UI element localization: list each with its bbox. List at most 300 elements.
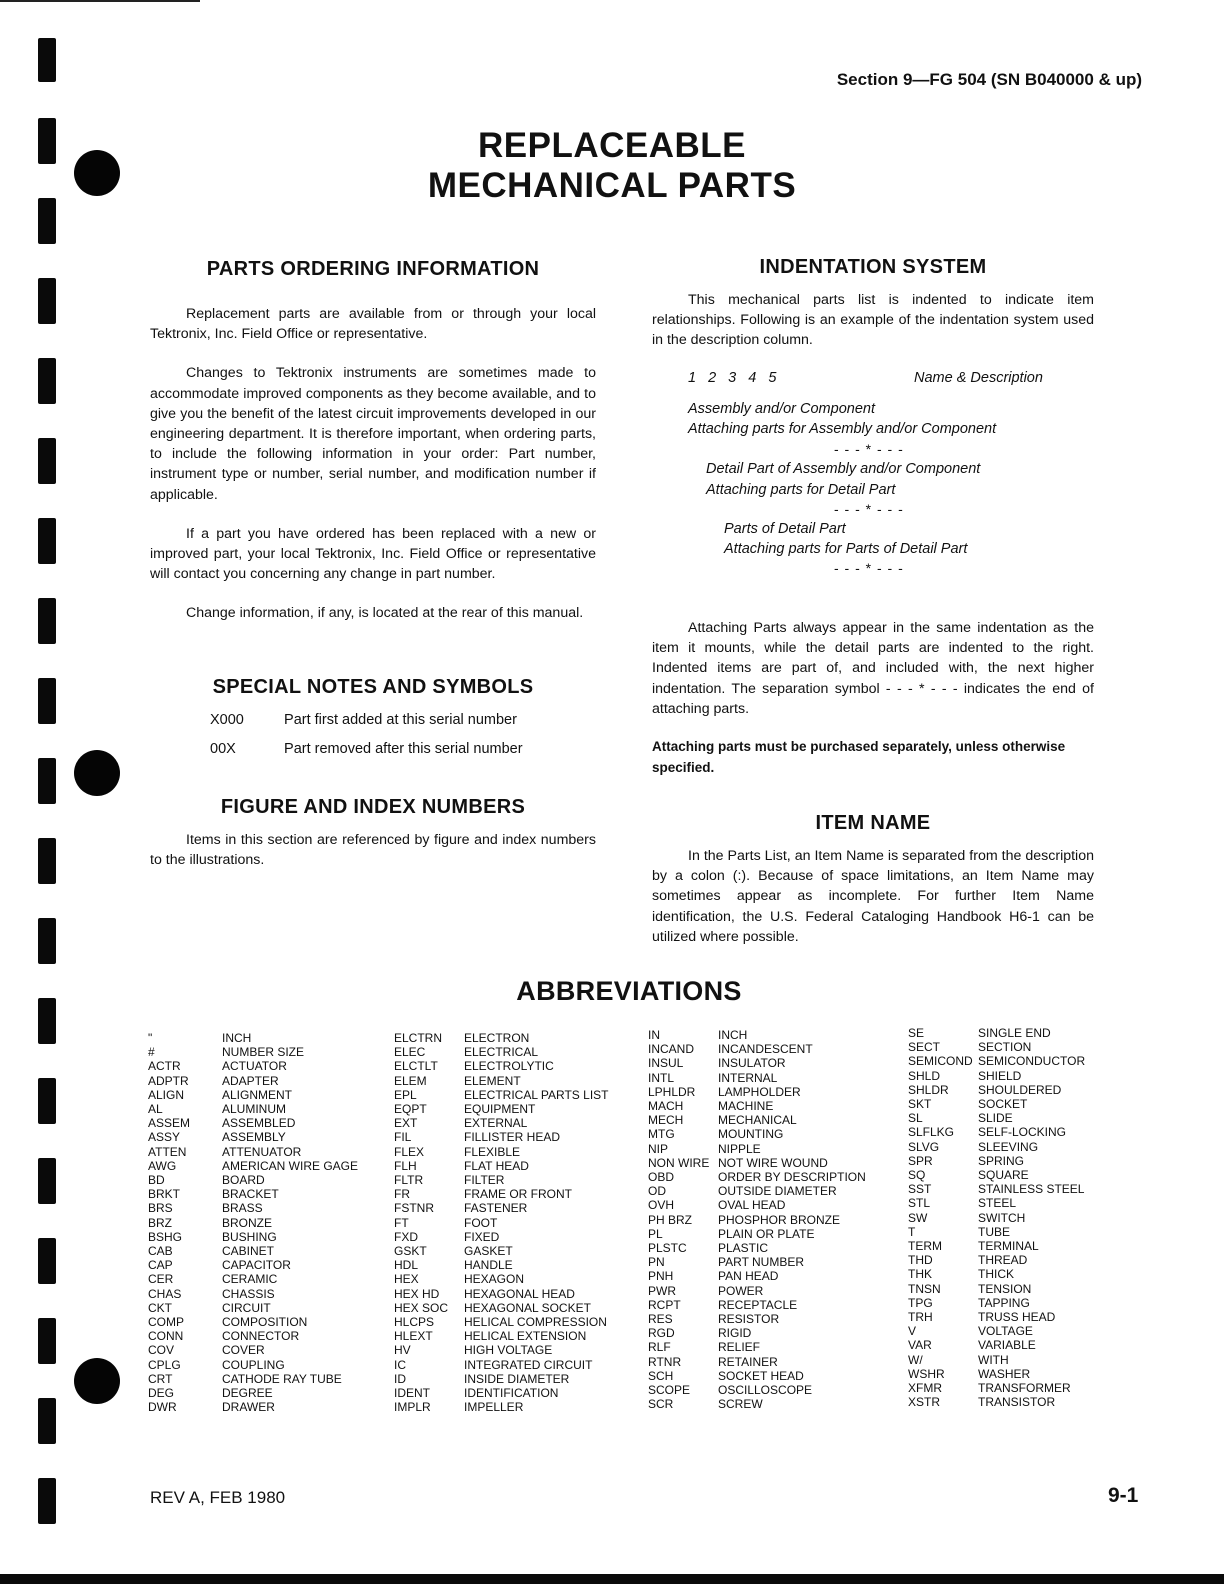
- abbreviation-code: COMP: [148, 1315, 184, 1330]
- abbreviation-meaning: ELECTRON: [464, 1031, 530, 1045]
- abbreviation-code: SHLDR: [908, 1082, 949, 1097]
- abbreviation-row: [648, 1198, 866, 1212]
- abbreviation-code: XFMR: [908, 1381, 942, 1396]
- title-line-1: REPLACEABLE: [477, 126, 747, 165]
- abbreviation-meaning: SOCKET: [978, 1097, 1028, 1112]
- abbreviation-row: [908, 1324, 1085, 1338]
- abbreviation-meaning: AMERICAN WIRE GAGE: [222, 1158, 359, 1173]
- abbreviation-row: [148, 1230, 358, 1244]
- abbreviation-row: [148, 1201, 358, 1215]
- abbreviation-meaning: HEXAGONAL SOCKET: [464, 1300, 591, 1315]
- abbreviation-row: [908, 1054, 1085, 1068]
- abbreviation-row: [148, 1159, 358, 1173]
- abbreviation-row: [908, 1211, 1085, 1225]
- abbreviation-code: ": [148, 1031, 153, 1045]
- abbreviation-meaning: HEXAGONAL HEAD: [464, 1286, 575, 1301]
- abbreviation-row: [394, 1187, 609, 1201]
- abbreviation-code: NIP: [648, 1141, 669, 1156]
- abbreviation-row: [648, 1340, 866, 1354]
- abbreviation-meaning: WITH: [978, 1352, 1009, 1367]
- abbreviation-code: WSHR: [908, 1366, 945, 1381]
- abbreviation-code: INSUL: [648, 1056, 684, 1071]
- abbreviation-meaning: DEGREE: [222, 1386, 273, 1401]
- abbreviation-meaning: HELICAL COMPRESSION: [464, 1315, 607, 1330]
- abbreviation-code: NON WIRE: [648, 1155, 710, 1170]
- abbreviation-code: OVH: [648, 1198, 675, 1213]
- figure-index-p1: Items in this section are referenced by figure and index numbers to the illustrations.: [150, 832, 596, 869]
- abbreviation-meaning: PLAIN OR PLATE: [718, 1226, 815, 1241]
- abbreviation-code: FSTNR: [394, 1201, 434, 1216]
- abbreviation-code: LPHLDR: [648, 1084, 696, 1099]
- indentation-heading: INDENTATION SYSTEM: [759, 256, 987, 278]
- abbreviation-row: [148, 1301, 358, 1315]
- abbreviation-code: CER: [148, 1272, 174, 1287]
- abbreviation-meaning: NUMBER SIZE: [222, 1045, 305, 1060]
- binder-mark: [38, 598, 56, 644]
- abbreviation-row: [648, 1170, 866, 1184]
- abbreviation-code: HEX HD: [394, 1286, 440, 1301]
- abbreviation-row: [908, 1395, 1085, 1409]
- abbreviation-code: SEMICOND: [908, 1054, 973, 1069]
- abbreviation-row: [908, 1225, 1085, 1239]
- abbreviation-meaning: RELIEF: [718, 1340, 761, 1355]
- abbreviation-code: IC: [394, 1357, 406, 1372]
- indent-separator: - - - * - - -: [834, 560, 904, 576]
- item-name-body: [652, 846, 1094, 966]
- abbreviation-meaning: ELECTRICAL PARTS LIST: [464, 1087, 609, 1102]
- abbreviation-row: [148, 1145, 358, 1159]
- abbreviation-code: SKT: [908, 1097, 932, 1112]
- abbreviation-meaning: INCANDESCENT: [718, 1042, 813, 1057]
- abbreviation-row: [394, 1059, 609, 1073]
- abbreviation-code: PNH: [648, 1269, 674, 1284]
- parts-ordering-p4: Change information, if any, is located at the rear of this manual.: [186, 605, 584, 622]
- abbreviation-row: [148, 1216, 358, 1230]
- item-name-section: [652, 812, 1094, 835]
- binder-mark: [38, 838, 56, 884]
- abbreviation-row: [148, 1315, 358, 1329]
- abbreviation-code: BRS: [148, 1201, 173, 1216]
- abbreviation-code: TPG: [908, 1295, 933, 1310]
- abbreviation-row: [648, 1227, 866, 1241]
- abbreviation-row: [394, 1173, 609, 1187]
- abbreviation-code: TNSN: [908, 1281, 941, 1296]
- abbreviation-meaning: VOLTAGE: [978, 1324, 1033, 1339]
- abbreviation-code: FLTR: [394, 1173, 424, 1188]
- abbreviation-row: [148, 1372, 358, 1386]
- abbreviation-row: [148, 1272, 358, 1286]
- symbol-meaning: Part first added at this serial number: [284, 712, 517, 728]
- abbreviation-code: PLSTC: [648, 1241, 687, 1256]
- abbreviation-meaning: STAINLESS STEEL: [978, 1182, 1085, 1197]
- abbreviation-code: CONN: [148, 1329, 184, 1344]
- abbreviation-row: [394, 1358, 609, 1372]
- abbreviation-row: [648, 1085, 866, 1099]
- abbreviation-code: OBD: [648, 1170, 675, 1185]
- abbreviation-code: FIL: [394, 1130, 412, 1145]
- abbreviation-code: ALIGN: [148, 1087, 185, 1102]
- abbreviations-column-1: [148, 1031, 358, 1414]
- indent-line-2: Attaching parts for Assembly and/or Component: [688, 421, 997, 437]
- abbreviation-row: [648, 1213, 866, 1227]
- abbreviation-code: CAP: [148, 1258, 173, 1273]
- abbreviation-meaning: ADAPTER: [222, 1073, 279, 1088]
- abbreviation-meaning: TRANSISTOR: [978, 1395, 1056, 1410]
- abbreviation-meaning: EQUIPMENT: [464, 1102, 536, 1117]
- abbreviation-row: [908, 1196, 1085, 1210]
- abbreviation-code: FXD: [394, 1229, 418, 1244]
- abbreviation-row: [394, 1244, 609, 1258]
- symbol-meaning: Part removed after this serial number: [284, 741, 523, 757]
- abbreviation-row: [394, 1031, 609, 1045]
- indent-name-description: Name & Description: [914, 370, 1043, 386]
- abbreviation-meaning: INTERNAL: [718, 1070, 778, 1085]
- abbreviation-meaning: ASSEMBLED: [222, 1116, 296, 1131]
- abbreviation-meaning: SLIDE: [978, 1111, 1013, 1126]
- abbreviation-row: [148, 1287, 358, 1301]
- binder-mark: [38, 1078, 56, 1124]
- indent-separator: - - - * - - -: [834, 501, 904, 517]
- binder-mark: [38, 358, 56, 404]
- abbreviation-meaning: FILLISTER HEAD: [464, 1130, 561, 1145]
- abbreviation-row: [908, 1097, 1085, 1111]
- abbreviation-row: [394, 1329, 609, 1343]
- punch-hole: [74, 1358, 120, 1404]
- abbreviation-row: [648, 1056, 866, 1070]
- abbreviation-code: EQPT: [394, 1102, 427, 1117]
- abbreviation-meaning: SCREW: [718, 1397, 763, 1412]
- page-title: [0, 126, 1224, 206]
- abbreviation-row: [148, 1045, 358, 1059]
- abbreviation-code: FR: [394, 1187, 410, 1202]
- binder-mark: [38, 1398, 56, 1444]
- abbreviation-meaning: PHOSPHOR BRONZE: [718, 1212, 841, 1227]
- abbreviation-meaning: PLASTIC: [718, 1241, 769, 1256]
- abbreviation-meaning: FIXED: [464, 1229, 500, 1244]
- abbreviation-meaning: TUBE: [978, 1224, 1011, 1239]
- abbreviation-code: ELEC: [394, 1045, 426, 1060]
- abbreviation-row: [648, 1383, 866, 1397]
- abbreviation-row: [648, 1284, 866, 1298]
- scan-top-line: [0, 0, 200, 2]
- abbreviation-code: T: [908, 1224, 916, 1239]
- abbreviation-row: [908, 1296, 1085, 1310]
- abbreviation-meaning: COUPLING: [222, 1357, 285, 1372]
- abbreviation-row: [908, 1353, 1085, 1367]
- abbreviation-meaning: CONNECTOR: [222, 1329, 300, 1344]
- abbreviation-meaning: CERAMIC: [222, 1272, 278, 1287]
- title-line-2: MECHANICAL PARTS: [427, 166, 797, 205]
- abbreviation-meaning: PART NUMBER: [718, 1255, 805, 1270]
- abbreviations-heading: ABBREVIATIONS: [516, 976, 742, 1006]
- abbreviation-code: SHLD: [908, 1068, 941, 1083]
- abbreviation-meaning: OUTSIDE DIAMETER: [718, 1184, 837, 1199]
- abbreviation-meaning: ELECTROLYTIC: [464, 1059, 554, 1074]
- abbreviation-meaning: BRACKET: [222, 1187, 279, 1202]
- abbreviation-meaning: BOARD: [222, 1173, 265, 1188]
- abbreviation-row: [394, 1301, 609, 1315]
- abbreviation-code: RGD: [648, 1326, 675, 1341]
- abbreviation-row: [148, 1130, 358, 1144]
- abbreviation-row: [908, 1381, 1085, 1395]
- abbreviation-row: [394, 1230, 609, 1244]
- abbreviation-code: HEX: [394, 1272, 419, 1287]
- parts-ordering-heading: PARTS ORDERING INFORMATION: [206, 258, 540, 280]
- abbreviation-row: [148, 1102, 358, 1116]
- abbreviation-code: SST: [908, 1182, 932, 1197]
- binder-mark: [38, 438, 56, 484]
- abbreviation-meaning: HEXAGON: [464, 1272, 525, 1287]
- abbreviation-row: [648, 1397, 866, 1411]
- abbreviation-row: [148, 1358, 358, 1372]
- abbreviation-code: THD: [908, 1253, 933, 1268]
- abbreviation-row: [908, 1026, 1085, 1040]
- abbreviation-meaning: RIGID: [718, 1326, 752, 1341]
- abbreviation-meaning: RESISTOR: [718, 1312, 780, 1327]
- abbreviation-meaning: ORDER BY DESCRIPTION: [718, 1170, 866, 1185]
- abbreviation-row: [908, 1111, 1085, 1125]
- abbreviation-meaning: IDENTIFICATION: [464, 1386, 559, 1401]
- abbreviation-row: [394, 1088, 609, 1102]
- abbreviation-meaning: INSIDE DIAMETER: [464, 1371, 570, 1386]
- abbreviation-meaning: HANDLE: [464, 1258, 513, 1273]
- abbreviation-row: [648, 1312, 866, 1326]
- abbreviations-column-2: [394, 1031, 609, 1414]
- figure-index-section: [150, 796, 596, 819]
- abbreviation-code: V: [908, 1324, 917, 1339]
- abbreviation-row: [394, 1272, 609, 1286]
- abbreviation-meaning: BRONZE: [222, 1215, 273, 1230]
- abbreviation-row: [648, 1269, 866, 1283]
- binder-mark: [38, 38, 56, 82]
- parts-ordering-p1: Replacement parts are available from or through your local Tektronix, Inc. Field Office or representative.: [150, 306, 596, 343]
- abbreviation-row: [908, 1282, 1085, 1296]
- abbreviation-meaning: HIGH VOLTAGE: [464, 1343, 553, 1358]
- abbreviation-meaning: FRAME OR FRONT: [464, 1187, 572, 1202]
- abbreviation-row: [148, 1187, 358, 1201]
- abbreviation-meaning: FILTER: [464, 1173, 505, 1188]
- abbreviation-meaning: POWER: [718, 1283, 764, 1298]
- abbreviation-row: [394, 1102, 609, 1116]
- special-notes-heading: SPECIAL NOTES AND SYMBOLS: [212, 676, 534, 698]
- abbreviation-code: SL: [908, 1111, 923, 1126]
- abbreviation-row: [908, 1267, 1085, 1281]
- abbreviation-code: BRKT: [148, 1187, 181, 1202]
- abbreviation-code: GSKT: [394, 1244, 427, 1259]
- abbreviation-meaning: INSULATOR: [718, 1056, 786, 1071]
- abbreviation-row: [148, 1343, 358, 1357]
- indentation-p2: Attaching Parts always appear in the same indentation as the item it mounts, while the detail parts are indented to the right. Indented items are part of, and included with, the next higher indentation. The separation symbol - - - * - - - indicates the end of attaching parts.: [652, 620, 1094, 717]
- abbreviation-row: [908, 1239, 1085, 1253]
- abbreviation-meaning: DRAWER: [222, 1400, 275, 1415]
- abbreviation-code: SCH: [648, 1368, 674, 1383]
- abbreviation-row: [394, 1400, 609, 1414]
- abbreviation-row: [148, 1386, 358, 1400]
- abbreviation-meaning: THREAD: [978, 1253, 1028, 1268]
- abbreviation-meaning: SEMICONDUCTOR: [978, 1054, 1086, 1069]
- abbreviation-meaning: TRANSFORMER: [978, 1381, 1071, 1396]
- abbreviation-row: [148, 1400, 358, 1414]
- abbreviation-row: [394, 1216, 609, 1230]
- abbreviation-code: HLCPS: [394, 1315, 435, 1330]
- abbreviation-row: [648, 1156, 866, 1170]
- abbreviation-meaning: ATTENUATOR: [222, 1144, 302, 1159]
- figure-index-heading: FIGURE AND INDEX NUMBERS: [220, 796, 526, 818]
- abbreviation-row: [394, 1159, 609, 1173]
- abbreviation-code: IMPLR: [394, 1400, 431, 1415]
- abbreviation-row: [908, 1253, 1085, 1267]
- abbreviation-meaning: MOUNTING: [718, 1127, 784, 1142]
- abbreviation-row: [908, 1154, 1085, 1168]
- abbreviation-code: RCPT: [648, 1297, 681, 1312]
- abbreviation-row: [648, 1255, 866, 1269]
- abbreviation-row: [148, 1173, 358, 1187]
- indentation-section: [652, 256, 1094, 279]
- abbreviation-code: ELCTRN: [394, 1031, 443, 1045]
- page-number: 9-1: [1108, 1484, 1139, 1507]
- abbreviation-row: [394, 1372, 609, 1386]
- abbreviation-meaning: BRASS: [222, 1201, 263, 1216]
- abbreviation-code: RTNR: [648, 1354, 682, 1369]
- abbreviation-code: ELCTLT: [394, 1059, 438, 1074]
- abbreviation-row: [148, 1329, 358, 1343]
- abbreviation-row: [394, 1258, 609, 1272]
- abbreviation-meaning: HELICAL EXTENSION: [464, 1329, 587, 1344]
- item-name-p1: In the Parts List, an Item Name is separated from the description by a colon (:). Because of space limitations, an Item Name may sometimes appear as incomplete. For further Item Name identification, the U.S. Federal Cataloging Handbook H6-1 can be utilized where possible.: [652, 848, 1094, 945]
- binder-mark: [38, 278, 56, 324]
- abbreviation-meaning: CABINET: [222, 1244, 275, 1259]
- abbreviation-code: ADPTR: [148, 1073, 189, 1088]
- abbreviation-meaning: STEEL: [978, 1196, 1017, 1211]
- abbreviation-meaning: ALIGNMENT: [222, 1087, 293, 1102]
- abbreviation-row: [394, 1386, 609, 1400]
- abbreviation-meaning: ACTUATOR: [222, 1059, 287, 1074]
- abbreviation-row: [394, 1045, 609, 1059]
- abbreviation-row: [394, 1130, 609, 1144]
- abbreviation-row: [908, 1182, 1085, 1196]
- abbreviation-meaning: NIPPLE: [718, 1141, 761, 1156]
- abbreviation-meaning: OVAL HEAD: [718, 1198, 786, 1213]
- parts-ordering-body: [150, 304, 596, 643]
- figure-index-body: [150, 830, 596, 889]
- abbreviation-row: [148, 1088, 358, 1102]
- abbreviation-meaning: VARIABLE: [978, 1338, 1036, 1353]
- abbreviation-code: SLFLKG: [908, 1125, 955, 1140]
- abbreviation-code: SE: [908, 1026, 925, 1040]
- abbreviation-code: FLEX: [394, 1144, 425, 1159]
- abbreviation-meaning: ASSEMBLY: [222, 1130, 286, 1145]
- abbreviation-code: RLF: [648, 1340, 671, 1355]
- abbreviation-code: SECT: [908, 1040, 941, 1055]
- symbol-code: X000: [210, 712, 244, 728]
- abbreviation-code: ASSY: [148, 1130, 181, 1145]
- abbreviation-meaning: IMPELLER: [464, 1400, 524, 1415]
- scan-bottom-bar: [0, 1574, 1224, 1584]
- parts-ordering-p2: Changes to Tektronix instruments are sometimes made to accommodate improved components as they become available, and to give you the benefit of the latest circuit improvements developed in our engineering department. It is therefore important, when ordering parts, to include the following information in your order: Part number, instrument type or number, serial number, and modification number if applicable.: [150, 365, 596, 503]
- abbreviation-code: ASSEM: [148, 1116, 191, 1131]
- indentation-intro: [652, 290, 1094, 370]
- abbreviation-code: XSTR: [908, 1395, 941, 1410]
- abbreviation-meaning: COVER: [222, 1343, 265, 1358]
- abbreviation-code: W/: [908, 1352, 923, 1367]
- abbreviation-meaning: FOOT: [464, 1215, 498, 1230]
- abbreviation-row: [148, 1059, 358, 1073]
- abbreviation-code: HLEXT: [394, 1329, 433, 1344]
- abbreviation-meaning: ALUMINUM: [222, 1102, 287, 1117]
- abbreviation-meaning: LAMPHOLDER: [718, 1084, 801, 1099]
- abbreviations-column-3: [648, 1028, 866, 1411]
- indent-line-1: Assembly and/or Component: [688, 401, 875, 417]
- abbreviation-row: [148, 1116, 358, 1130]
- abbreviation-code: SCOPE: [648, 1383, 691, 1398]
- abbreviation-meaning: FLAT HEAD: [464, 1158, 529, 1173]
- symbol-code: 00X: [210, 741, 236, 757]
- abbreviation-meaning: TRUSS HEAD: [978, 1310, 1056, 1325]
- abbreviation-meaning: CAPACITOR: [222, 1258, 291, 1273]
- abbreviation-meaning: INCH: [222, 1031, 252, 1045]
- abbreviation-code: SLVG: [908, 1139, 940, 1154]
- abbreviation-row: [908, 1338, 1085, 1352]
- abbreviation-meaning: TERMINAL: [978, 1239, 1039, 1254]
- abbreviation-meaning: WASHER: [978, 1366, 1031, 1381]
- abbreviation-code: CRT: [148, 1371, 173, 1386]
- abbreviation-code: ATTEN: [148, 1144, 187, 1159]
- abbreviation-row: [908, 1140, 1085, 1154]
- abbreviation-meaning: SHOULDERED: [978, 1082, 1062, 1097]
- abbreviation-code: PL: [648, 1226, 663, 1241]
- binder-mark: [38, 1238, 56, 1284]
- abbreviation-code: DEG: [148, 1386, 175, 1401]
- abbreviation-code: PWR: [648, 1283, 676, 1298]
- abbreviation-row: [648, 1071, 866, 1085]
- binder-mark: [38, 1318, 56, 1364]
- abbreviation-code: SCR: [648, 1397, 674, 1412]
- abbreviation-meaning: SLEEVING: [978, 1139, 1039, 1154]
- abbreviation-meaning: PAN HEAD: [718, 1269, 779, 1284]
- abbreviation-code: IDENT: [394, 1386, 430, 1401]
- abbreviation-code: BRZ: [148, 1215, 172, 1230]
- abbreviation-code: ID: [394, 1371, 406, 1386]
- attaching-parts-note: Attaching parts must be purchased separately, unless otherwise specified.: [652, 739, 1066, 775]
- abbreviation-code: CPLG: [148, 1357, 181, 1372]
- abbreviation-meaning: CHASSIS: [222, 1286, 275, 1301]
- abbreviation-meaning: SWITCH: [978, 1210, 1026, 1225]
- indent-levels: 1 2 3 4 5: [688, 370, 781, 386]
- abbreviation-code: PN: [648, 1255, 665, 1270]
- abbreviation-meaning: SPRING: [978, 1153, 1025, 1168]
- indent-separator: - - - * - - -: [834, 441, 904, 457]
- item-name-heading: ITEM NAME: [815, 812, 931, 834]
- abbreviation-row: [648, 1127, 866, 1141]
- binder-mark: [38, 918, 56, 964]
- abbreviation-meaning: ELECTRICAL: [464, 1045, 539, 1060]
- abbreviation-code: TRH: [908, 1310, 933, 1325]
- special-notes-section: [150, 676, 596, 699]
- abbreviation-meaning: FLEXIBLE: [464, 1144, 521, 1159]
- parts-ordering-section: [150, 258, 596, 281]
- abbreviation-row: [908, 1168, 1085, 1182]
- abbreviation-row: [148, 1258, 358, 1272]
- abbreviation-meaning: SOCKET HEAD: [718, 1368, 804, 1383]
- abbreviation-meaning: EXTERNAL: [464, 1116, 528, 1131]
- abbreviation-meaning: MACHINE: [718, 1099, 774, 1114]
- abbreviation-row: [648, 1355, 866, 1369]
- abbreviation-row: [908, 1069, 1085, 1083]
- abbreviation-row: [908, 1083, 1085, 1097]
- abbreviation-meaning: SELF-LOCKING: [978, 1125, 1067, 1140]
- abbreviation-row: [394, 1145, 609, 1159]
- abbreviation-code: HDL: [394, 1258, 419, 1273]
